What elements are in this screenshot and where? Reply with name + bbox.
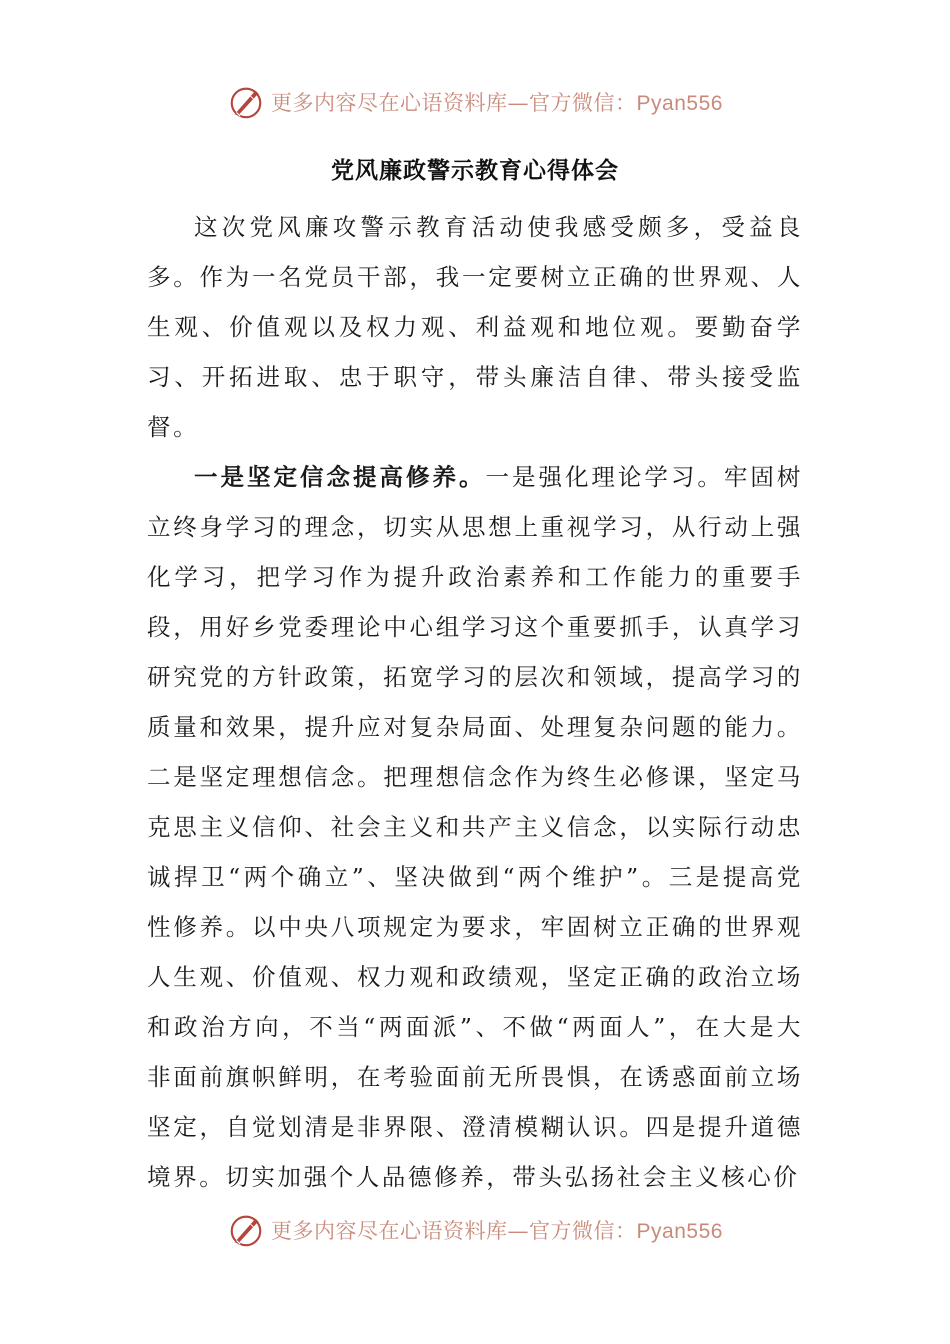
paragraph-section-1: [147, 452, 803, 1202]
header-banner: [0, 80, 950, 124]
document-title: 党风廉政警示教育心得体会: [331, 158, 619, 184]
wechat-handle: Pyan556: [636, 92, 723, 115]
document-body: [147, 202, 803, 1202]
wechat-handle: Pyan556: [636, 1220, 723, 1243]
quill-pen-logo-icon: [227, 1211, 265, 1249]
section-body: 一是强化理论学习。牢固树立终身学习的理念，切实从思想上重视学习，从行动上强化学习，把学习作为提升政治素养和工作能力的重要手段，用好乡党委理论中心组学习这个重要抓手，认真学习研究党的方针政策，拓宽学习的层次和领域，提高学习的质量和效果，提升应对复杂局面、处理复杂问题的能力。二是坚定理想信念。把理想信念作为终生必修课，坚定马克思主义信仰、社会主义和共产主义信念，以实际行动忠诚捍卫“两个确立”、坚决做到“两个维护”。三是提高党性修养。以中央八项规定为要求，牢固树立正确的世界观人生观、价值观、权力观和政绩观，坚定正确的政治立场和政治方向，不当“两面派”、不做“两面人”，在大是大非面前旗帜鲜明，在考验面前无所畏惧，在诱惑面前立场坚定，自觉划清是非界限、澄清模糊认识。四是提升道德境界。切实加强个人品德修养，带头弘扬社会主义核心价: [147, 463, 803, 1191]
paragraph-intro: 这次党风廉攻警示教育活动使我感受颇多，受益良多。作为一名党员干部，我一定要树立正确的世界观、人生观、价值观以及权力观、利益观和地位观。要勤奋学习、开拓进取、忠于职守，带头廉洁自律、带头接受监督。: [147, 213, 803, 441]
header-banner-text: 更多内容尽在心语资料库—官方微信：Pyan556: [271, 91, 723, 115]
section-heading: 一是坚定信念提高修养。: [194, 463, 486, 491]
footer-banner: [0, 1208, 950, 1252]
quill-pen-logo-icon: [227, 83, 265, 121]
footer-banner-text: 更多内容尽在心语资料库—官方微信：Pyan556: [271, 1219, 723, 1243]
